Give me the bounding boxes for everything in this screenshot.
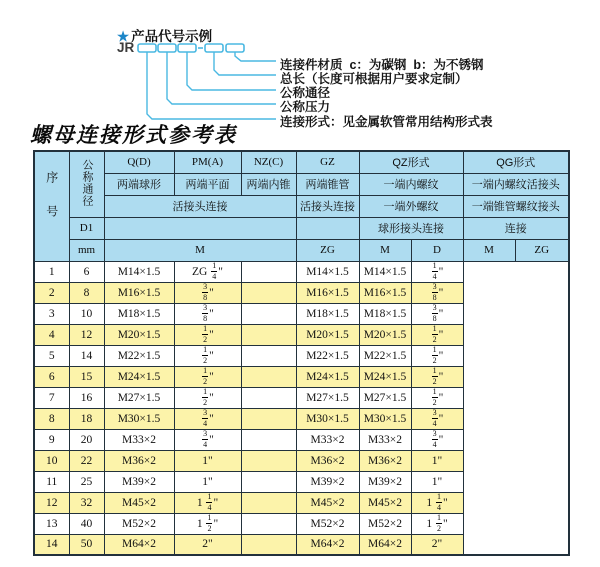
cell-qg-zg: $\frac{3}{4}$ " [411, 429, 463, 450]
header-q-desc: 两端球形 [104, 173, 174, 195]
cell-gz-zg: 1 $\frac{1}{2}$ " [174, 513, 241, 534]
cell-m: M27×1.5 [104, 387, 174, 408]
cell-m: M24×1.5 [104, 366, 174, 387]
cell-dn: 50 [69, 534, 104, 555]
cell-qz-m [241, 408, 296, 429]
cell-qz-m [241, 471, 296, 492]
header-qg-desc2: 一端锥管螺纹接头 [463, 195, 569, 217]
table-row [34, 366, 569, 387]
cell-qg-zg: $\frac{3}{8}$ " [411, 303, 463, 324]
table-body [34, 261, 569, 555]
cell-gz-zg: 1 $\frac{1}{4}$ " [174, 492, 241, 513]
cell-gz-zg: $\frac{1}{2}$ " [174, 387, 241, 408]
cell-no: 7 [34, 387, 69, 408]
fraction: $\frac{1}{4}$ [207, 492, 212, 512]
cell-qg-m: M45×2 [359, 492, 411, 513]
cell-qg-m: M24×1.5 [359, 366, 411, 387]
cell-qz-d: M16×1.5 [296, 282, 359, 303]
header-qz-code: QZ形式 [359, 151, 463, 173]
table-row [34, 261, 569, 282]
header-union-conn: 活接头连接 [104, 195, 296, 217]
fraction: $\frac{1}{2}$ [203, 387, 208, 407]
code-box-4 [205, 44, 223, 52]
table-row [34, 534, 569, 555]
table-title: 螺母连接形式参考表 [30, 122, 237, 147]
fraction: $\frac{1}{2}$ [432, 387, 437, 407]
cell-qg-m: M18×1.5 [359, 303, 411, 324]
cell-qz-d: M45×2 [296, 492, 359, 513]
cell-qz-d: M27×1.5 [296, 387, 359, 408]
cell-qz-m [241, 303, 296, 324]
cell-gz-zg: 2" [174, 534, 241, 555]
header-gz-code: GZ [296, 151, 359, 173]
header-gz-conn: 活接头连接 [296, 195, 359, 217]
table-row [34, 324, 569, 345]
star-icon: ★ [117, 29, 130, 44]
header-unit: mm [69, 239, 104, 261]
cell-qg-m: M33×2 [359, 429, 411, 450]
cell-dn: 22 [69, 450, 104, 471]
cell-qg-m: M36×2 [359, 450, 411, 471]
cell-dn: 14 [69, 345, 104, 366]
cell-m: M16×1.5 [104, 282, 174, 303]
cell-qz-d: M36×2 [296, 450, 359, 471]
header-qg-desc1: 一端内螺纹活接头 [463, 173, 569, 195]
cell-dn: 6 [69, 261, 104, 282]
cell-no: 4 [34, 324, 69, 345]
header-qg-thread-m: M [463, 239, 515, 261]
cell-m: M33×2 [104, 429, 174, 450]
table-row [34, 513, 569, 534]
cell-qg-zg: $\frac{1}{2}$ " [411, 324, 463, 345]
cell-no: 10 [34, 450, 69, 471]
cell-m: M22×1.5 [104, 345, 174, 366]
cell-qz-d: M18×1.5 [296, 303, 359, 324]
cell-qz-d: M24×1.5 [296, 366, 359, 387]
cell-qg-m: M16×1.5 [359, 282, 411, 303]
header-empty-left [104, 217, 296, 239]
cell-gz-zg: $\frac{1}{2}$ " [174, 366, 241, 387]
cell-qg-zg: $\frac{3}{8}$ " [411, 282, 463, 303]
fraction: $\frac{1}{2}$ [432, 324, 437, 344]
cell-m: M64×2 [104, 534, 174, 555]
cell-qz-d: M20×1.5 [296, 324, 359, 345]
cell-dn: 25 [69, 471, 104, 492]
fraction: $\frac{1}{4}$ [212, 261, 217, 281]
cell-gz-zg: $\frac{3}{4}$ " [174, 429, 241, 450]
header-qz-conn: 球形接头连接 [359, 217, 463, 239]
cell-qg-m: M30×1.5 [359, 408, 411, 429]
label-pressure: 公称压力 [280, 100, 331, 114]
cell-m: M30×1.5 [104, 408, 174, 429]
fraction: $\frac{3}{8}$ [203, 303, 208, 323]
cell-no: 11 [34, 471, 69, 492]
cell-dn: 12 [69, 324, 104, 345]
cell-dn: 16 [69, 387, 104, 408]
cell-qz-m [241, 324, 296, 345]
table-row [34, 450, 569, 471]
code-box-3 [178, 44, 196, 52]
cell-qz-d: M33×2 [296, 429, 359, 450]
cell-no: 8 [34, 408, 69, 429]
fraction: $\frac{3}{4}$ [432, 429, 437, 449]
code-prefix: JR [117, 40, 135, 55]
fraction: $\frac{3}{8}$ [203, 282, 208, 302]
cell-qz-m [241, 513, 296, 534]
cell-no: 3 [34, 303, 69, 324]
cell-qg-m: M27×1.5 [359, 387, 411, 408]
cell-gz-zg: $\frac{1}{2}$ " [174, 324, 241, 345]
cell-dn: 18 [69, 408, 104, 429]
cell-qg-zg: $\frac{1}{4}$ " [411, 261, 463, 282]
fraction: $\frac{3}{8}$ [432, 282, 437, 302]
cell-m: M20×1.5 [104, 324, 174, 345]
fraction: $\frac{3}{4}$ [203, 429, 208, 449]
cell-m: M52×2 [104, 513, 174, 534]
table-row [34, 282, 569, 303]
cell-qg-zg: 1" [411, 450, 463, 471]
cell-qg-zg: 1 $\frac{1}{2}$ " [411, 513, 463, 534]
cell-qz-m [241, 282, 296, 303]
cell-qg-zg: 1" [411, 471, 463, 492]
cell-qg-zg: $\frac{1}{2}$ " [411, 345, 463, 366]
header-qg-conn: 连接 [463, 217, 569, 239]
cell-qg-m: M64×2 [359, 534, 411, 555]
code-box-5 [226, 44, 244, 52]
cell-no: 2 [34, 282, 69, 303]
cell-gz-zg: 1" [174, 450, 241, 471]
leader-line-pressure [167, 52, 276, 104]
cell-qz-d: M64×2 [296, 534, 359, 555]
fraction: $\frac{1}{2}$ [436, 513, 441, 533]
table-row [34, 345, 569, 366]
cell-qg-zg: $\frac{3}{4}$ " [411, 408, 463, 429]
fraction: $\frac{1}{2}$ [432, 366, 437, 386]
cell-gz-zg: ZG $\frac{1}{4}$ " [174, 261, 241, 282]
header-nz-code: NZ(C) [241, 151, 296, 173]
cell-qz-d: M52×2 [296, 513, 359, 534]
cell-m: M39×2 [104, 471, 174, 492]
cell-dn: 15 [69, 366, 104, 387]
cell-gz-zg: $\frac{3}{8}$ " [174, 282, 241, 303]
cell-qg-zg: $\frac{1}{2}$ " [411, 366, 463, 387]
cell-qg-zg: 2" [411, 534, 463, 555]
cell-qz-m [241, 387, 296, 408]
cell-dn: 20 [69, 429, 104, 450]
cell-m: M14×1.5 [104, 261, 174, 282]
fraction: $\frac{3}{8}$ [432, 303, 437, 323]
cell-qg-m: M14×1.5 [359, 261, 411, 282]
fraction: $\frac{1}{2}$ [207, 513, 212, 533]
fraction: $\frac{3}{4}$ [203, 408, 208, 428]
leader-line-length [214, 52, 276, 75]
cell-qz-d: M30×1.5 [296, 408, 359, 429]
header-q-code: Q(D) [104, 151, 174, 173]
fraction: $\frac{1}{4}$ [432, 261, 437, 281]
cell-qg-m: M39×2 [359, 471, 411, 492]
cell-qg-m: M52×2 [359, 513, 411, 534]
cell-m: M36×2 [104, 450, 174, 471]
cell-qz-m [241, 261, 296, 282]
cell-qg-zg: $\frac{1}{2}$ " [411, 387, 463, 408]
header-gz-desc: 两端锥管 [296, 173, 359, 195]
label-length: 总长（长度可根据用户要求定制） [280, 72, 468, 86]
header-qz-desc2: 一端外螺纹 [359, 195, 463, 217]
header-m-thread: M [104, 239, 296, 261]
cell-qg-zg: 1 $\frac{1}{4}$ " [411, 492, 463, 513]
cell-dn: 40 [69, 513, 104, 534]
label-dn: 公称通径 [280, 86, 331, 100]
cell-qz-d: M22×1.5 [296, 345, 359, 366]
cell-qz-m [241, 429, 296, 450]
header-nz-desc: 两端内锥 [241, 173, 296, 195]
leader-line-material [235, 52, 276, 61]
leader-line-conn-form [147, 52, 276, 119]
cell-no: 13 [34, 513, 69, 534]
cell-gz-zg: $\frac{3}{4}$ " [174, 408, 241, 429]
header-empty-gz [296, 217, 359, 239]
cell-qz-m [241, 450, 296, 471]
cell-dn: 10 [69, 303, 104, 324]
fraction: $\frac{1}{2}$ [203, 345, 208, 365]
label-conn-form: 连接形式：见金属软管常用结构形式表 [280, 115, 493, 129]
cell-qz-m [241, 366, 296, 387]
header-pm-code: PM(A) [174, 151, 241, 173]
cell-m: M18×1.5 [104, 303, 174, 324]
code-box-1 [138, 44, 156, 52]
fraction: $\frac{1}{2}$ [203, 366, 208, 386]
table-row [34, 303, 569, 324]
cell-dn: 32 [69, 492, 104, 513]
fraction: $\frac{1}{4}$ [436, 492, 441, 512]
table-row [34, 492, 569, 513]
header-qz-desc1: 一端内螺纹 [359, 173, 463, 195]
cell-qz-d: M14×1.5 [296, 261, 359, 282]
cell-gz-zg: 1" [174, 471, 241, 492]
header-dn: 公称通径 [69, 151, 104, 217]
cell-gz-zg: $\frac{1}{2}$ " [174, 345, 241, 366]
cell-dn: 8 [69, 282, 104, 303]
cell-no: 5 [34, 345, 69, 366]
table-row [34, 408, 569, 429]
header-d1: D1 [69, 217, 104, 239]
cell-m: M45×2 [104, 492, 174, 513]
cell-gz-zg: $\frac{3}{8}$ " [174, 303, 241, 324]
fraction: $\frac{1}{2}$ [203, 324, 208, 344]
leader-line-dn [187, 52, 276, 90]
cell-no: 6 [34, 366, 69, 387]
cell-qg-m: M20×1.5 [359, 324, 411, 345]
header-qg-code: QG形式 [463, 151, 569, 173]
header-seq: 序号 [34, 151, 69, 261]
cell-no: 9 [34, 429, 69, 450]
nut-connection-table [33, 150, 570, 556]
table-row [34, 429, 569, 450]
header-gz-thread: ZG [296, 239, 359, 261]
header-qg-thread-zg: ZG [515, 239, 569, 261]
cell-qg-m: M22×1.5 [359, 345, 411, 366]
code-box-2 [158, 44, 176, 52]
cell-no: 14 [34, 534, 69, 555]
table-row [34, 387, 569, 408]
cell-no: 12 [34, 492, 69, 513]
cell-qz-m [241, 534, 296, 555]
cell-no: 1 [34, 261, 69, 282]
cell-qz-d: M39×2 [296, 471, 359, 492]
table-row [34, 471, 569, 492]
header-qz-thread-m: M [359, 239, 411, 261]
fraction: $\frac{1}{2}$ [432, 345, 437, 365]
fraction: $\frac{3}{4}$ [432, 408, 437, 428]
label-material: 连接件材质 c：为碳钢 b：为不锈钢 [280, 58, 484, 72]
cell-qz-m [241, 345, 296, 366]
product-code-heading-text: 产品代号示例 [131, 29, 213, 44]
header-qz-thread-d: D [411, 239, 463, 261]
header-pm-desc: 两端平面 [174, 173, 241, 195]
cell-qz-m [241, 492, 296, 513]
